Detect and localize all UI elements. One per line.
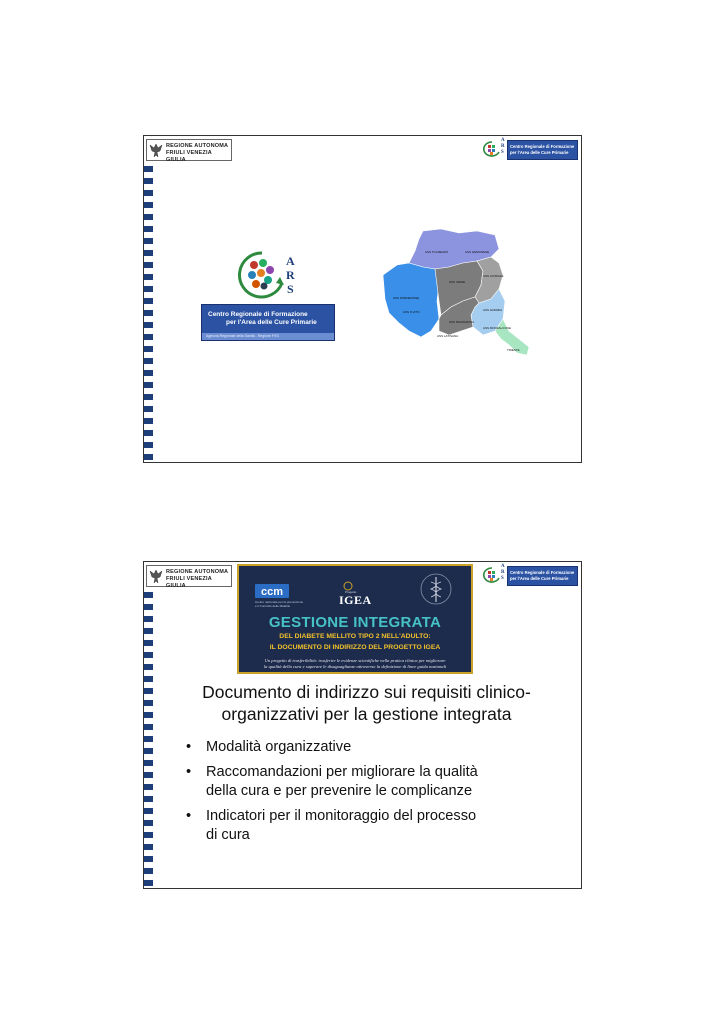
igea-small-label: Progetto	[345, 590, 357, 594]
map-label-trieste: TRIESTE	[507, 348, 520, 352]
centro-logo-strip: Agenzia Regionale della Sanità - Regione FVG	[202, 333, 334, 340]
banner-description: Un progetto di trasferibilità: trasferire le evidenze scientifiche nella pratica clinica per migliorare la qualità della cura e superare le disuguaglianze attraverso la definizione di linee guida nazionali	[263, 658, 447, 669]
centro-logo-line1: Centro Regionale di Formazione	[208, 311, 308, 318]
ccm-logo-icon	[255, 584, 289, 598]
region-logo-line1: REGIONE AUTONOMA	[166, 143, 229, 149]
map-label-udine: ASS UDINE	[449, 280, 466, 284]
svg-text:ccm: ccm	[260, 586, 284, 598]
bullet-item: • Indicatori per il monitoraggio del processo di cura	[186, 807, 546, 845]
region-fvg-logo	[146, 139, 232, 161]
centro-regionale-logo-small: Centro Regionale di Formazione per l'Area delle Cure Primarie	[507, 566, 578, 586]
bullet-list	[186, 738, 546, 851]
banner-title: GESTIONE INTEGRATA	[268, 614, 442, 631]
map-label-monfalcone: ASS MONFALCONE	[483, 326, 511, 330]
map-label-latisana: ASS LATISANA	[437, 334, 459, 338]
slide-side-stripe	[144, 166, 153, 462]
region-logo-line1: REGIONE AUTONOMA	[166, 569, 229, 575]
region-fvg-logo	[146, 565, 232, 587]
bullet-item: • Modalità organizzative	[186, 738, 546, 757]
banner-subtitle-1: DEL DIABETE MELLITO TIPO 2 NELL'ADULTO:	[279, 633, 431, 640]
igea-banner	[237, 564, 473, 674]
ars-letters: A R S	[501, 564, 505, 581]
slide-side-stripe	[144, 592, 153, 888]
ccm-subtitle: Centro nazionale per la prevenzione e il Controllo delle Malattie	[255, 600, 304, 608]
map-area-pordenone	[383, 263, 439, 337]
slide-title: Documento di indirizzo sui requisiti clinico- organizzativi per la gestione integrata	[202, 682, 531, 724]
igea-logo-text: IGEA	[339, 593, 372, 607]
map-label-gorizia: ASS GORIZIA	[483, 308, 503, 312]
map-label-svito: ASS S.VITO	[403, 310, 420, 314]
slide-2	[143, 561, 582, 889]
ars-large-logo-icon	[232, 249, 290, 301]
map-label-tolmezzo: ASS TOLMEZZO	[425, 250, 449, 254]
ars-large-letters: A R S	[286, 254, 295, 296]
map-label-cividale: ASS CIVIDALE	[483, 274, 504, 278]
fvg-region-map	[379, 227, 537, 359]
caduceus-icon	[419, 572, 453, 606]
centro-logo-line2: per l'Area delle Cure Primarie	[226, 319, 317, 326]
region-logo-line2: FRIULI VENEZIA GIULIA	[166, 576, 212, 589]
map-label-pordenone: ASS PORDENONE	[393, 296, 420, 300]
banner-subtitle-2: IL DOCUMENTO DI INDIRIZZO DEL PROGETTO IGEA	[269, 644, 441, 651]
centro-regionale-logo-small: Centro Regionale di Formazione per l'Area delle Cure Primarie	[507, 140, 578, 160]
ars-letters: A R S	[501, 138, 505, 155]
region-logo-line2: FRIULI VENEZIA GIULIA	[166, 150, 212, 163]
bullet-item: • Raccomandazioni per migliorare la qualità della cura e per prevenire le complicanze	[186, 763, 546, 801]
map-label-gemonese: ASS GEMONESE	[465, 250, 490, 254]
eagle-icon	[149, 568, 163, 584]
eagle-icon	[149, 142, 163, 158]
centro-regionale-logo-large	[201, 304, 335, 341]
map-label-palmanova: ASS PALMANOVA	[449, 320, 475, 324]
slide-1	[143, 135, 582, 463]
